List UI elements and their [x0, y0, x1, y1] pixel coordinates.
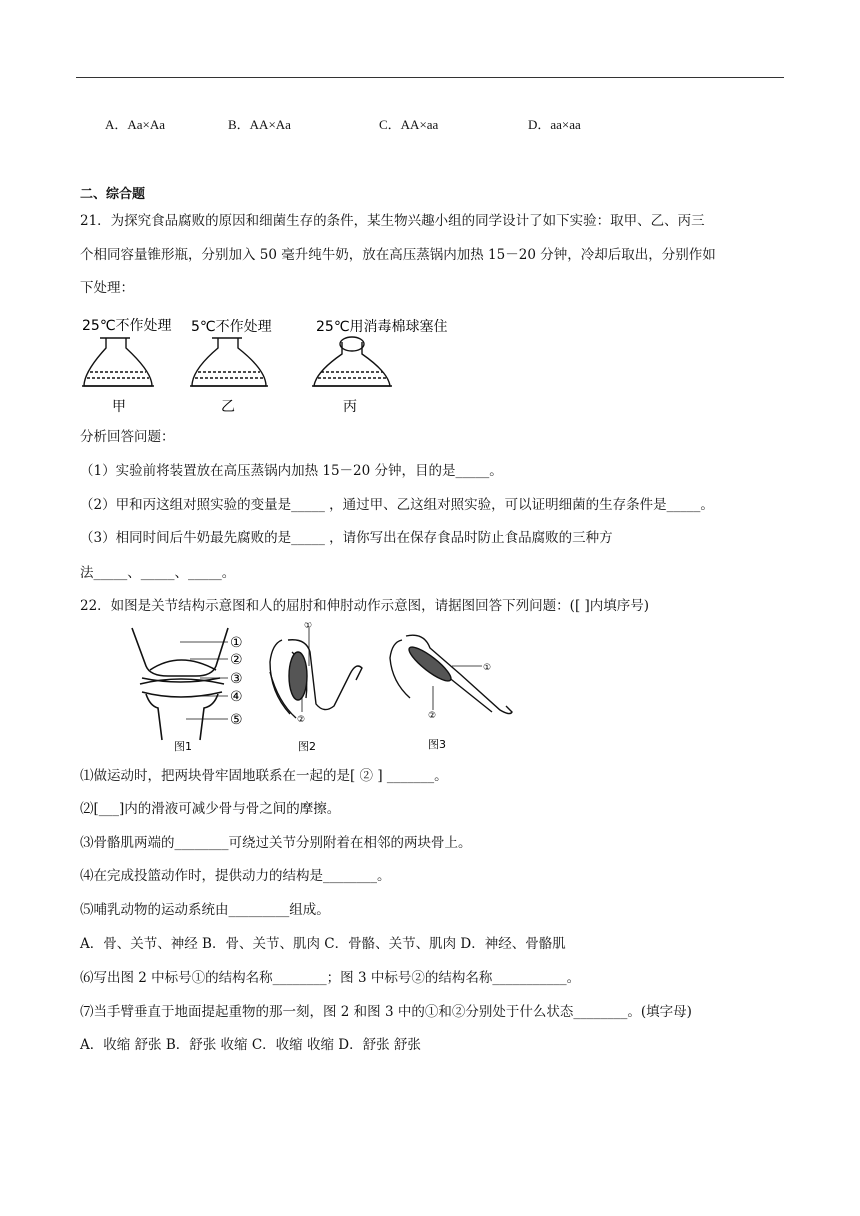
q22-sub-7-options: A．收缩 舒张 B．舒张 收缩 C．收缩 收缩 D．舒张 舒张	[80, 1037, 421, 1053]
fig2-mark-2: ②	[297, 715, 306, 725]
joint-figure	[120, 622, 540, 754]
q21-stem-line-2: 个相同容量锥形瓶，分别加入 50 毫升纯牛奶，放在高压蒸锅内加热 15－20 分钟，冷却后取出，分别作如	[80, 247, 716, 263]
flask-figure	[78, 312, 468, 416]
q22-sub-1: ⑴做运动时，把两块骨牢固地联系在一起的是[ ② ] _______。	[80, 768, 448, 784]
fig3-caption: 图3	[428, 738, 446, 751]
header-rule	[76, 77, 784, 78]
q22-sub-3: ⑶骨骼肌两端的________可绕过关节分别附着在相邻的两块骨上。	[80, 835, 472, 851]
arm-extension-diagram	[390, 635, 512, 713]
flask-yi-icon	[190, 338, 268, 386]
q21-sub-3: （3）相同时间后牛奶最先腐败的是_____ ，请你写出在保存食品时防止食品腐败的三种方	[80, 530, 613, 546]
flask-bing-icon	[312, 337, 392, 386]
choice-a: A．Aa×Aa	[105, 117, 166, 132]
flask-label-bing: 25℃用消毒棉球塞住	[316, 319, 448, 335]
fig3-mark-2: ②	[428, 711, 437, 721]
flask-name-yi: 乙	[221, 399, 235, 415]
section-title: 二、综合题	[80, 187, 146, 202]
fig1-mark-1: ①	[230, 635, 243, 651]
flask-label-yi: 5℃不作处理	[191, 319, 272, 335]
fig1-mark-5: ⑤	[230, 712, 243, 728]
q21-sub-2: （2）甲和丙这组对照实验的变量是_____ ，通过甲、乙这组对照实验，可以证明细菌的生存条件是_____。	[80, 497, 714, 513]
fig2-caption: 图2	[298, 740, 316, 753]
q22-sub-4: ⑷在完成投篮动作时，提供动力的结构是________。	[80, 868, 391, 884]
q22-sub-6: ⑹写出图 2 中标号①的结构名称________；图 3 中标号②的结构名称___________。	[80, 970, 581, 986]
q22-sub-7: ⑺当手臂垂直于地面提起重物的那一刻，图 2 和图 3 中的①和②分别处于什么状态________。(填字母)	[80, 1004, 692, 1020]
q21-stem-line-1: 21．为探究食品腐败的原因和细菌生存的条件，某生物兴趣小组的同学设计了如下实验：取甲、乙、丙三	[80, 213, 705, 229]
q22-sub-5: ⑸哺乳动物的运动系统由_________组成。	[80, 902, 330, 918]
arm-flexion-diagram	[270, 640, 362, 718]
flask-name-jia: 甲	[112, 399, 126, 415]
q22-sub-5-options: A．骨、关节、神经 B．骨、关节、肌肉 C．骨骼、关节、肌肉 D．神经、骨骼肌	[80, 936, 566, 952]
fig1-mark-3: ③	[230, 671, 243, 687]
flask-label-jia: 25℃不作处理	[82, 318, 172, 334]
q22-stem: 22．如图是关节结构示意图和人的屈肘和伸肘动作示意图，请据图回答下列问题：([ ]内填序号)	[80, 598, 650, 614]
fig1-mark-4: ④	[230, 689, 243, 705]
choice-c: C．AA×aa	[379, 117, 439, 132]
q21-sub-4: 法_____、_____、_____。	[80, 565, 236, 581]
choice-b: B．AA×Aa	[228, 117, 291, 132]
joint-structure-diagram	[132, 628, 228, 740]
choice-d: D．aa×aa	[528, 117, 581, 132]
q22-sub-2: ⑵[___]内的滑液可减少骨与骨之间的摩擦。	[80, 801, 341, 817]
flask-name-bing: 丙	[343, 399, 357, 415]
fig2-mark-1: ①	[304, 622, 313, 631]
fig1-mark-2: ②	[230, 652, 243, 668]
flask-jia-icon	[82, 338, 154, 386]
q21-analysis: 分析回答问题：	[80, 429, 175, 445]
q21-stem-line-3: 下处理：	[80, 280, 134, 296]
q21-sub-1: （1）实验前将装置放在高压蒸锅内加热 15－20 分钟，目的是_____。	[80, 463, 503, 479]
fig1-caption: 图1	[174, 740, 192, 753]
fig3-mark-1: ①	[483, 663, 492, 673]
